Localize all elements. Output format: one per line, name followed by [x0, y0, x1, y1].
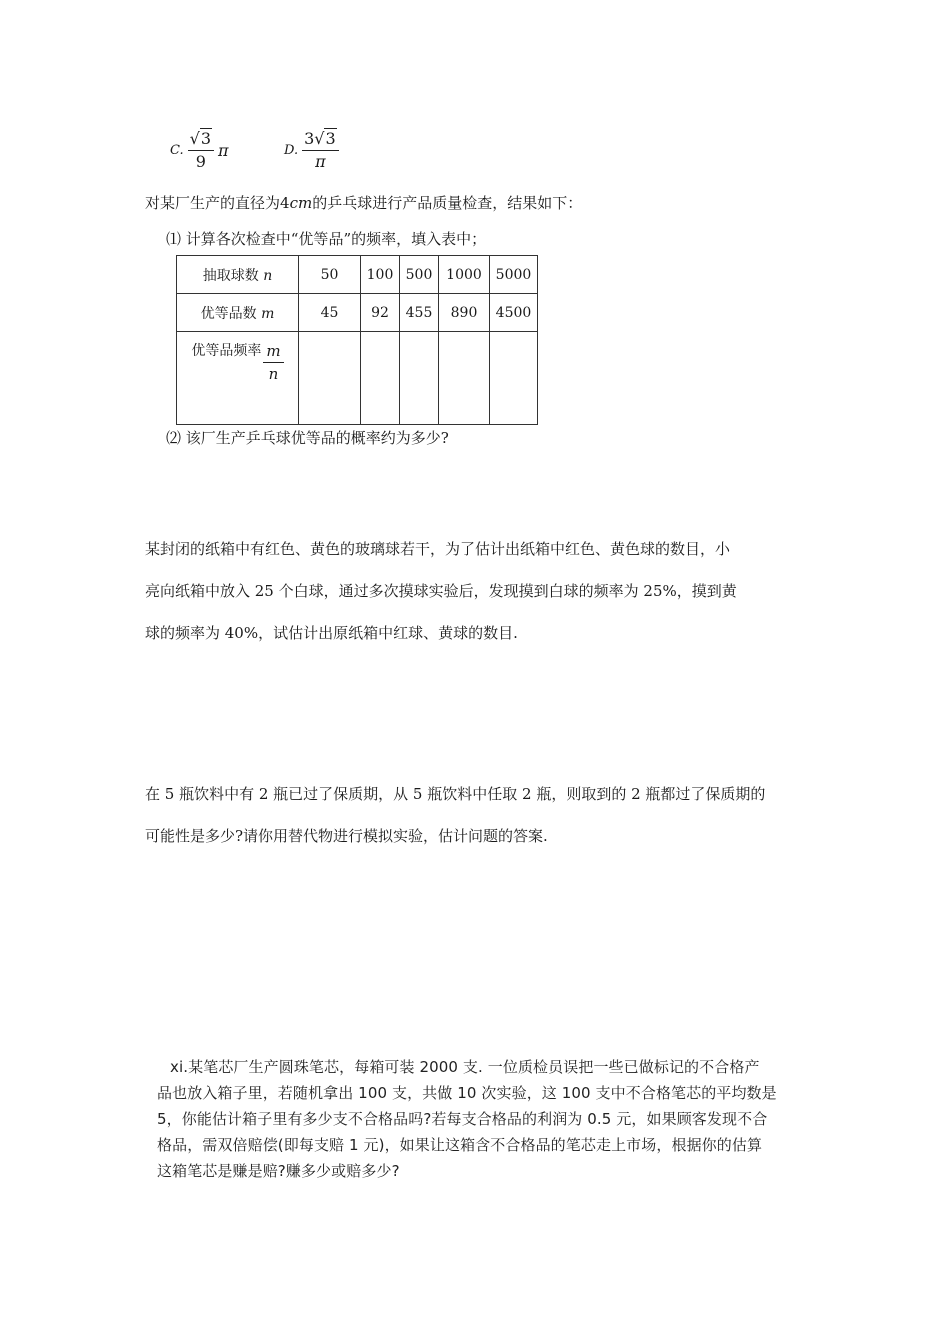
option-c-denominator: 9: [195, 152, 206, 171]
q1-diameter-value: 4: [280, 194, 290, 212]
option-d-fraction: $\frac{3√3}{\pi}$: [302, 128, 339, 173]
table-row-frequency: [177, 332, 538, 425]
table-row-header: 优等品数 m: [177, 294, 299, 332]
table-cell-blank: [361, 332, 400, 425]
table-cell: 1000: [439, 256, 490, 294]
table-cell: 50: [299, 256, 361, 294]
q3-line-1: 在 5 瓶饮料中有 2 瓶已过了保质期，从 5 瓶饮料中任取 2 瓶，则取到的 2 瓶都过了保质期的: [145, 785, 766, 803]
q3-line-2: 可能性是多少?请你用替代物进行模拟实验，估计问题的答案.: [145, 827, 548, 845]
table-cell-blank: [439, 332, 490, 425]
option-c-radicand: 3: [200, 129, 212, 148]
table-cell: 92: [361, 294, 400, 332]
table-row-sample-count: [177, 256, 538, 294]
table-cell: 890: [439, 294, 490, 332]
option-d-denominator: π: [315, 152, 326, 171]
option-d-radicand: 3: [325, 129, 336, 148]
option-c-pi: π: [218, 141, 229, 160]
q1-diameter-unit: cm: [289, 194, 313, 212]
table-row-header: 优等品频率 $\frac{m}{n}$: [177, 332, 299, 425]
frequency-table: [176, 255, 538, 425]
option-d-label: D.: [284, 143, 299, 158]
q4-line-5: 这箱笔芯是赚是赔?赚多少或赔多少?: [157, 1162, 400, 1180]
option-c: [170, 128, 229, 173]
option-c-fraction: $\frac{√3}{9}$: [188, 128, 214, 173]
q4-block: [157, 1054, 777, 1184]
q1-part1: ⑴ 计算各次检查中“优等品”的频率，填入表中；: [166, 230, 487, 248]
frequency-fraction: $\frac{m}{n}$: [263, 340, 283, 385]
q1-intro-post: 的乒乓球进行产品质量检查，结果如下：: [312, 194, 583, 212]
q1-intro: [145, 193, 582, 213]
q4-line-2: 品也放入箱子里，若随机拿出 100 支，共做 10 次实验，这 100 支中不合格笔芯的平均数是: [157, 1084, 777, 1102]
table-cell: 100: [361, 256, 400, 294]
table-cell: 45: [299, 294, 361, 332]
q2-line-2: 亮向纸箱中放入 25 个白球，通过多次摸球实验后，发现摸到白球的频率为 25%，摸到黄: [145, 582, 737, 600]
table-cell: 4500: [490, 294, 538, 332]
option-d: [284, 128, 339, 173]
table-cell-blank: [400, 332, 439, 425]
table-row-header: 抽取球数 n: [177, 256, 299, 294]
table-cell-blank: [490, 332, 538, 425]
q2-line-3: 球的频率为 40%，试估计出原纸箱中红球、黄球的数目.: [145, 624, 518, 642]
table-cell: 500: [400, 256, 439, 294]
q4-line-3: 5，你能估计箱子里有多少支不合格品吗?若每支合格品的利润为 0.5 元，如果顾客发现不合: [157, 1110, 768, 1128]
table-row-quality-count: [177, 294, 538, 332]
table-cell: 455: [400, 294, 439, 332]
table-cell: 5000: [490, 256, 538, 294]
q4-line-4: 格品，需双倍赔偿(即每支赔 1 元)，如果让这箱含不合格品的笔芯走上市场，根据你的估算: [157, 1136, 763, 1154]
q4-line-1: xi.某笔芯厂生产圆珠笔芯，每箱可装 2000 支. 一位质检员误把一些已做标记的不合格产: [170, 1058, 760, 1076]
q1-intro-pre: 对某厂生产的直径为: [145, 194, 281, 212]
table-cell-blank: [299, 332, 361, 425]
q2-line-1: 某封闭的纸箱中有红色、黄色的玻璃球若干，为了估计出纸箱中红色、黄色球的数目，小: [145, 540, 731, 558]
option-c-label: C.: [170, 143, 184, 158]
option-d-coef: 3: [304, 129, 315, 148]
q1-part2: ⑵ 该厂生产乒乓球优等品的概率约为多少?: [166, 429, 449, 447]
